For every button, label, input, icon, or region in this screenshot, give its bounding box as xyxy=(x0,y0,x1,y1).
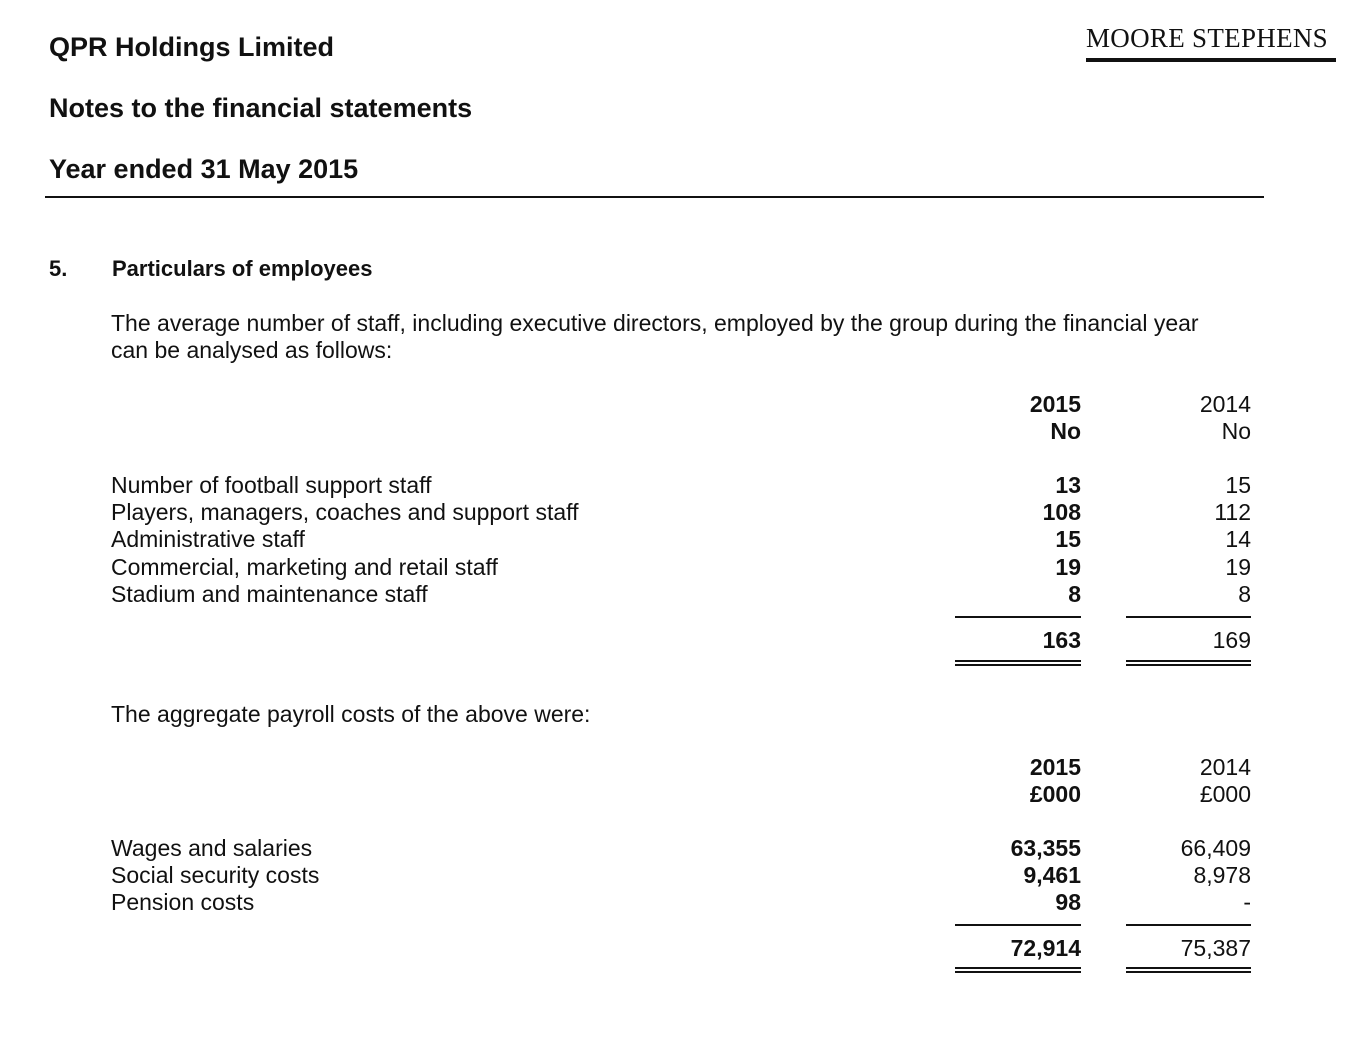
payroll-subtotal-rule-2014 xyxy=(1126,924,1251,926)
total-row xyxy=(111,627,1251,654)
staff-col-2015-header xyxy=(950,391,1081,445)
subtotal-rule-2015 xyxy=(955,616,1081,618)
auditor-logo xyxy=(1086,20,1336,62)
total-value-2015: 72,914 xyxy=(1010,935,1081,961)
payroll-total-double-rule-2015 xyxy=(955,967,1081,973)
payroll-col-2014-header xyxy=(1120,754,1251,808)
total-double-rule-2015 xyxy=(955,660,1081,666)
row-value-2014: 66,409 xyxy=(1180,835,1251,861)
staff-col-2015-year: 2015 xyxy=(1029,391,1081,417)
total-row xyxy=(111,935,1251,962)
row-value-2014: 15 xyxy=(1225,472,1251,498)
payroll-col-2015-unit: £000 xyxy=(1029,781,1081,807)
table-row xyxy=(111,554,1251,581)
row-value-2014: 8,978 xyxy=(1193,862,1251,888)
staff-col-2014-unit: No xyxy=(1221,418,1251,444)
row-value-2015: 19 xyxy=(1055,554,1081,580)
payroll-col-2015-year: 2015 xyxy=(1029,754,1081,780)
staff-intro xyxy=(111,310,1271,364)
row-label: Wages and salaries xyxy=(111,835,313,861)
row-value-2014: 112 xyxy=(1214,499,1251,525)
staff-intro-line2: can be analysed as follows: xyxy=(111,337,393,363)
note-title: Particulars of employees xyxy=(112,256,373,281)
row-value-2015: 108 xyxy=(1042,499,1081,525)
payroll-total-double-rule-2014 xyxy=(1126,967,1251,973)
total-value-2015: 163 xyxy=(1042,627,1081,653)
row-label: Social security costs xyxy=(111,862,320,888)
row-value-2015: 13 xyxy=(1055,472,1081,498)
table-row xyxy=(111,862,1251,889)
payroll-col-2015-header xyxy=(950,754,1081,808)
table-row xyxy=(111,581,1251,608)
row-label: Administrative staff xyxy=(111,526,305,552)
row-value-2014: 8 xyxy=(1238,581,1251,607)
row-value-2015: 9,461 xyxy=(1023,862,1081,888)
logo-text: MOORE STEPHENS xyxy=(1086,23,1328,53)
document-subtitle: Notes to the financial statements xyxy=(49,93,473,123)
total-value-2014: 75,387 xyxy=(1180,935,1251,961)
staff-intro-line1: The average number of staff, including executive directors, employed by the group during the financial year xyxy=(111,310,1199,336)
row-value-2014: 14 xyxy=(1225,526,1251,552)
table-row xyxy=(111,472,1251,499)
row-label: Players, managers, coaches and support staff xyxy=(111,499,579,525)
row-value-2015: 15 xyxy=(1055,526,1081,552)
row-label: Number of football support staff xyxy=(111,472,432,498)
row-value-2015: 98 xyxy=(1055,889,1081,915)
payroll-col-2014-year: 2014 xyxy=(1199,754,1251,780)
row-value-2014: 19 xyxy=(1225,554,1251,580)
row-value-2015: 8 xyxy=(1068,581,1081,607)
header-divider xyxy=(45,196,1264,198)
table-row xyxy=(111,526,1251,553)
company-name: QPR Holdings Limited xyxy=(49,32,335,62)
row-value-2015: 63,355 xyxy=(1010,835,1081,861)
total-value-2014: 169 xyxy=(1212,627,1251,653)
table-row xyxy=(111,499,1251,526)
row-label: Pension costs xyxy=(111,889,255,915)
total-double-rule-2014 xyxy=(1126,660,1251,666)
staff-col-2014-year: 2014 xyxy=(1199,391,1251,417)
row-value-2014: - xyxy=(1243,889,1251,915)
table-row xyxy=(111,889,1251,916)
staff-col-2015-unit: No xyxy=(1050,418,1081,444)
payroll-intro: The aggregate payroll costs of the above were: xyxy=(111,701,591,727)
note-number: 5. xyxy=(49,256,68,281)
staff-col-2014-header xyxy=(1120,391,1251,445)
subtotal-rule-2014 xyxy=(1126,616,1251,618)
logo-underline xyxy=(1086,58,1336,62)
period-heading: Year ended 31 May 2015 xyxy=(49,154,359,184)
table-row xyxy=(111,835,1251,862)
payroll-col-2014-unit: £000 xyxy=(1199,781,1251,807)
row-label: Stadium and maintenance staff xyxy=(111,581,428,607)
row-label: Commercial, marketing and retail staff xyxy=(111,554,498,580)
payroll-subtotal-rule-2015 xyxy=(955,924,1081,926)
